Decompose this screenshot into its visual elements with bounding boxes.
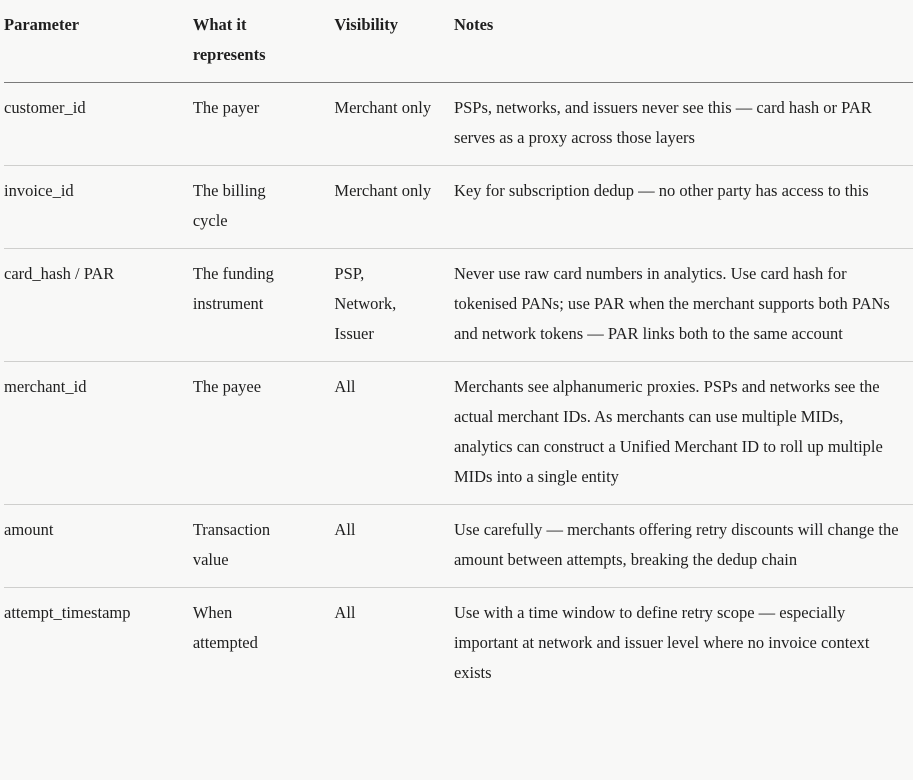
cell-parameter: customer_id [4,83,193,166]
cell-notes: Merchants see alphanumeric proxies. PSPs and networks see the actual merchant IDs. As merchants can use multiple MIDs, analytics can construct a Unified Merchant ID to roll up multiple MIDs into a single entity [454,362,913,505]
cell-parameter: invoice_id [4,166,193,249]
header-what-it-represents: What it represents [193,0,335,83]
cell-parameter: amount [4,505,193,588]
cell-parameter: merchant_id [4,362,193,505]
cell-parameter: attempt_timestamp [4,603,131,622]
cell-represents: Transaction value [193,505,335,588]
cell-represents: The funding instrument [193,249,335,362]
cell-notes: PSPs, networks, and issuers never see this — card hash or PAR serves as a proxy across those layers [454,83,913,166]
table-row [4,83,913,166]
table-row [4,166,913,249]
header-parameter: Parameter [4,0,193,83]
cell-visibility: Merchant only [334,83,454,166]
parameters-table [4,0,913,700]
table-row [4,505,913,588]
cell-visibility: Merchant only [334,166,454,249]
cell-notes: Use carefully — merchants offering retry discounts will change the amount between attempts, breaking the dedup chain [454,505,913,588]
table-row [4,249,913,362]
cell-represents: The billing cycle [193,166,335,249]
cell-notes: Never use raw card numbers in analytics. Use card hash for tokenised PANs; use PAR when the merchant supports both PANs and network tokens — PAR links both to the same account [454,249,913,362]
cell-visibility: PSP, Network, Issuer [334,249,454,362]
cell-visibility: All [334,505,454,588]
cell-visibility: All [334,603,356,622]
cell-represents: The payee [193,362,335,505]
table-row [4,362,913,505]
cell-visibility: All [334,362,454,505]
cell-represents: The payer [193,83,335,166]
cell-notes: Key for subscription dedup — no other party has access to this [454,166,913,249]
table-header-row [4,0,913,83]
cell-represents: When attempted [192,603,258,652]
header-notes: Notes [454,0,913,83]
table-row [4,588,913,701]
cell-notes: Use with a time window to define retry scope — especially important at network and issuer level where no invoice context exists [453,603,870,682]
header-visibility: Visibility [334,0,454,83]
cell-parameter: card_hash / PAR [4,249,193,362]
